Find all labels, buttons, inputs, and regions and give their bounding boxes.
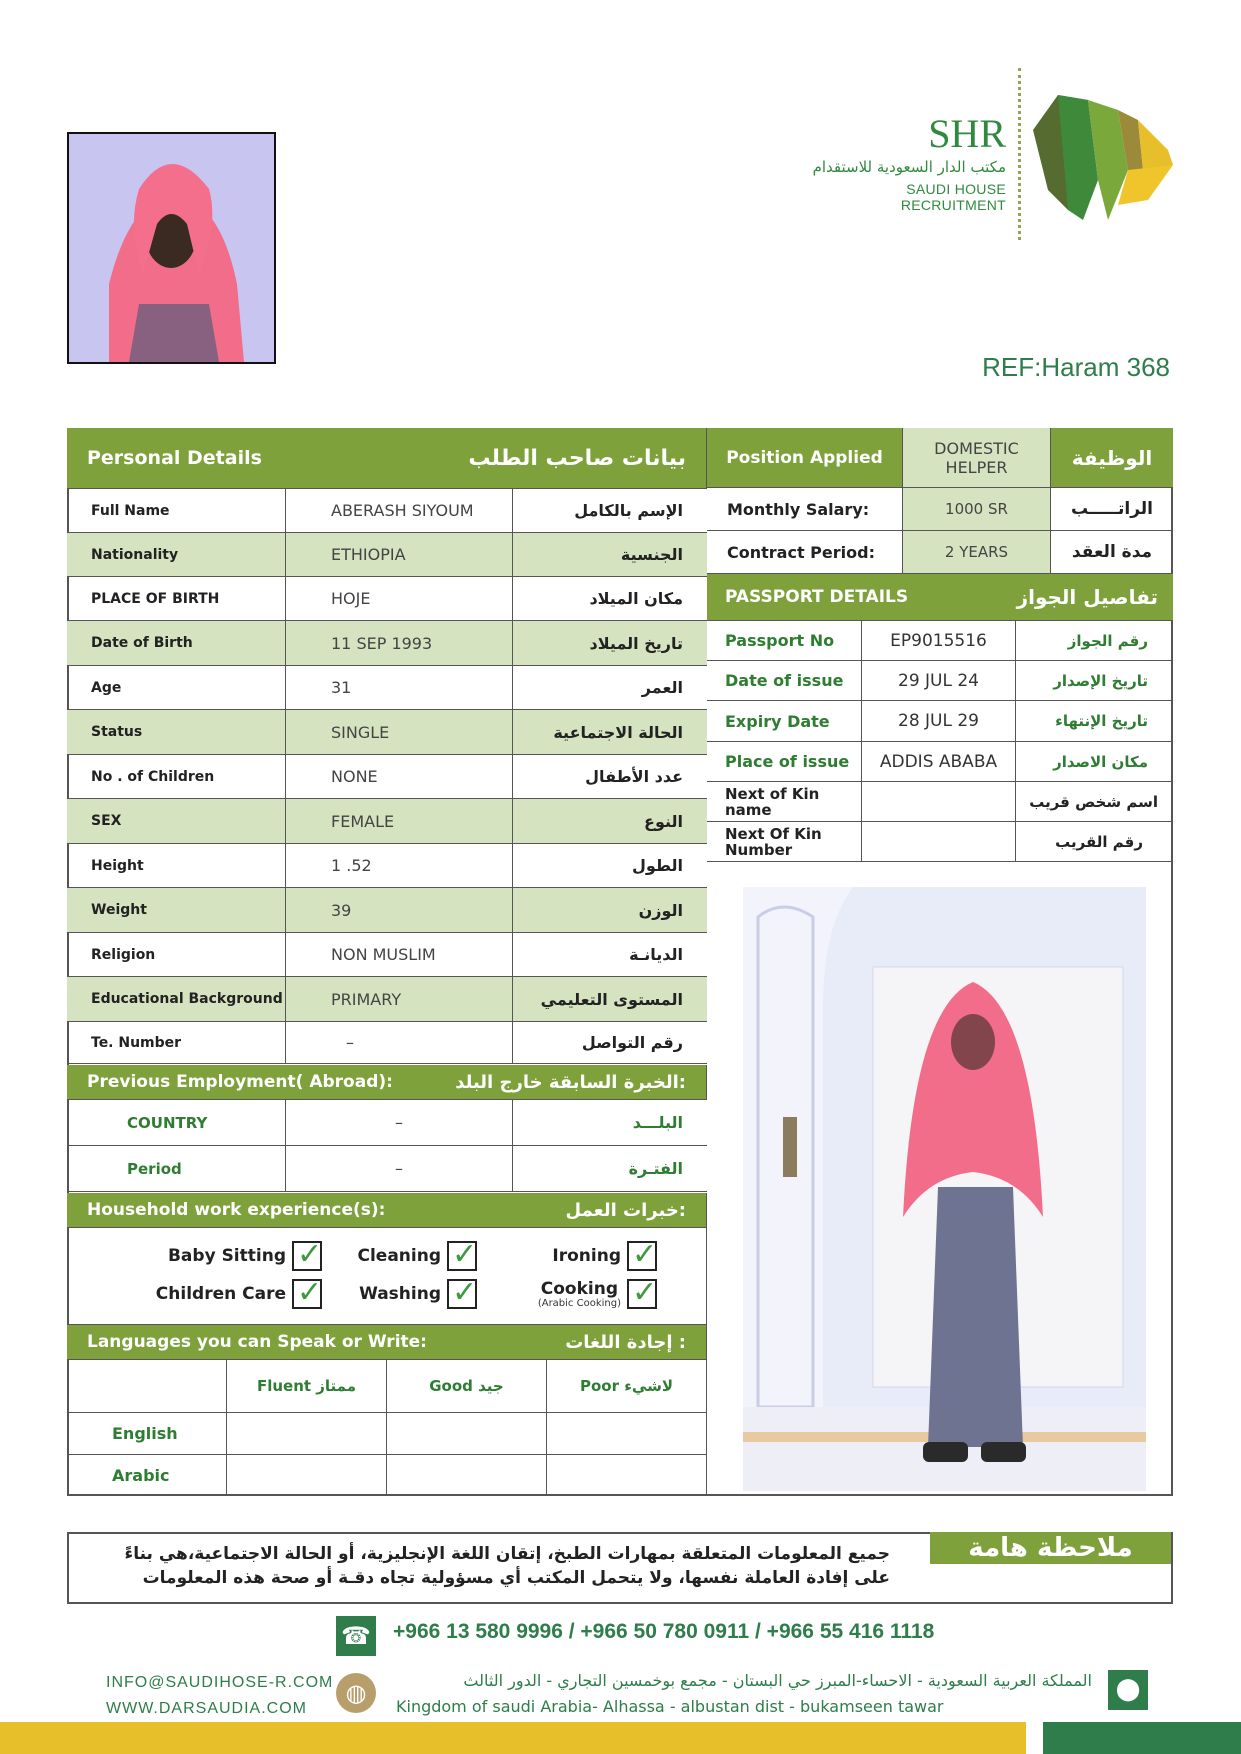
office-address bbox=[396, 1668, 1092, 1720]
passport-row-label: Passport No bbox=[707, 621, 862, 660]
passport-row-value: EP9015516 bbox=[862, 621, 1016, 660]
table-row bbox=[67, 533, 707, 577]
contract-value: 2 YEARS bbox=[903, 531, 1051, 573]
row-label: Height bbox=[67, 844, 286, 887]
row-label-ar: الجنسية bbox=[620, 545, 683, 564]
skill-label: Ironing bbox=[552, 1246, 621, 1266]
languages-title-ar: إجادة اللغات : bbox=[565, 1331, 686, 1353]
note-line: على إفادة العاملة نفسها، ولا يتحمل المكتب أي مسؤولية تجاه دقـة أو صحة هذه المعلومات bbox=[142, 1568, 890, 1588]
saudi-map-logo-icon bbox=[1028, 90, 1178, 229]
personal-details-title-ar: بيانات صاحب الطلب bbox=[468, 445, 686, 471]
table-row bbox=[67, 755, 707, 799]
passport-row-value: ADDIS ABABA bbox=[862, 742, 1016, 781]
skill-label: Cooking bbox=[540, 1278, 619, 1299]
household-title-ar: خبرات العمل: bbox=[565, 1199, 686, 1221]
table-row bbox=[67, 621, 707, 666]
passport-row-label-ar: مكان الاصدار bbox=[1053, 752, 1148, 771]
skill-item bbox=[267, 1279, 477, 1309]
skill-label: Children Care bbox=[155, 1284, 286, 1304]
languages-title: Languages you can Speak or Write: bbox=[87, 1332, 427, 1352]
personal-details-header bbox=[67, 428, 707, 488]
table-row bbox=[707, 742, 1173, 782]
skill-item bbox=[447, 1241, 657, 1271]
language-name: English bbox=[67, 1413, 227, 1454]
row-label-ar: المستوى التعليمي bbox=[540, 989, 683, 1009]
personal-details-title: Personal Details bbox=[87, 447, 262, 469]
household-skills bbox=[67, 1228, 707, 1325]
logo-name-english: SAUDI HOUSE RECRUITMENT bbox=[900, 181, 1006, 213]
note-line: جميع المعلومات المتعلقة بمهارات الطبخ، إتقان اللغة الإنجليزية، أو الحالة الاجتماعية،هي بناءً bbox=[124, 1544, 890, 1564]
logo-divider bbox=[1018, 68, 1021, 240]
row-value: NONE bbox=[286, 755, 513, 798]
passport-row-label: Expiry Date bbox=[707, 701, 862, 741]
address-arabic: المملكة العربية السعودية - الاحساء-المبرز حي البستان - مجمع بوخمسين التجاري - الدور الثالث bbox=[463, 1671, 1092, 1690]
table-row bbox=[67, 1022, 707, 1064]
table-row bbox=[67, 844, 707, 888]
passport-row-label-ar: اسم شخص قريب bbox=[1029, 792, 1158, 811]
passport-row-label-ar: تاريخ الإصدار bbox=[1053, 671, 1148, 690]
previous-employment-header bbox=[67, 1065, 707, 1100]
row-label-ar: رقم التواصل bbox=[581, 1033, 683, 1052]
household-header bbox=[67, 1193, 707, 1228]
row-value: – bbox=[286, 1022, 513, 1063]
row-label-ar: الفتـرة bbox=[628, 1159, 683, 1178]
table-row bbox=[707, 822, 1173, 862]
column-header: Poor لاشيء bbox=[580, 1377, 673, 1395]
row-label-ar: عدد الأطفال bbox=[585, 767, 683, 786]
row-value: 11 SEP 1993 bbox=[286, 621, 513, 665]
location-pin-icon: ⬤ bbox=[1108, 1670, 1148, 1710]
rating-cell[interactable] bbox=[227, 1413, 387, 1454]
table-row bbox=[67, 489, 707, 533]
logo-name-arabic: مكتب الدار السعودية للاستقدام bbox=[812, 158, 1006, 176]
table-row bbox=[67, 933, 707, 977]
skill-label: Washing bbox=[359, 1284, 441, 1304]
table-row bbox=[67, 1360, 706, 1413]
table-row bbox=[67, 1455, 706, 1496]
applicant-portrait-photo bbox=[67, 132, 276, 364]
email-link[interactable]: INFO@SAUDIHOSE-R.COM bbox=[106, 1674, 334, 1691]
table-row bbox=[67, 799, 707, 844]
row-label-ar: الوزن bbox=[638, 900, 683, 920]
previous-employment-title-ar: الخبرة السابقة خارج البلد: bbox=[455, 1071, 686, 1093]
row-value: – bbox=[286, 1100, 513, 1145]
skill-item bbox=[447, 1279, 657, 1309]
passport-row-value bbox=[862, 822, 1016, 861]
table-row bbox=[707, 661, 1173, 701]
row-label: PLACE OF BIRTH bbox=[67, 577, 286, 620]
row-label-ar: مكان الميلاد bbox=[589, 589, 683, 608]
row-label: Date of Birth bbox=[67, 621, 286, 665]
salary-value: 1000 SR bbox=[903, 488, 1051, 530]
row-label: Weight bbox=[67, 888, 286, 932]
row-label: Period bbox=[67, 1146, 286, 1191]
checkbox-checked[interactable] bbox=[627, 1241, 657, 1271]
row-value: 31 bbox=[286, 666, 513, 709]
passport-title-ar: تفاصيل الجواز bbox=[1016, 585, 1158, 609]
reference-number: REF:Haram 368 bbox=[982, 352, 1170, 382]
skill-label: Baby Sitting bbox=[167, 1246, 286, 1266]
passport-row-label: Date of issue bbox=[707, 661, 862, 700]
contract-label: Contract Period: bbox=[707, 531, 903, 573]
row-value: NON MUSLIM bbox=[286, 933, 513, 976]
rating-cell[interactable] bbox=[387, 1455, 547, 1496]
rating-cell[interactable] bbox=[547, 1413, 706, 1454]
checkbox-checked[interactable] bbox=[627, 1279, 657, 1309]
row-value: HOJE bbox=[286, 577, 513, 620]
rating-cell[interactable] bbox=[227, 1455, 387, 1496]
table-row bbox=[67, 888, 707, 933]
address-english: Kingdom of saudi Arabia- Alhassa - albustan dist - bukamseen tawar bbox=[396, 1697, 944, 1716]
table-row bbox=[67, 577, 707, 621]
row-label: Full Name bbox=[67, 489, 286, 532]
rating-cell[interactable] bbox=[547, 1455, 706, 1496]
row-label-ar: الإسم بالكامل bbox=[574, 501, 683, 520]
previous-employment-title: Previous Employment( Abroad): bbox=[87, 1072, 393, 1092]
column-header: Fluent ممتاز bbox=[227, 1360, 387, 1412]
footer-bar-yellow bbox=[0, 1722, 1026, 1754]
row-label: Religion bbox=[67, 933, 286, 976]
passport-row-label: Next Of Kin Number bbox=[707, 822, 862, 861]
passport-row-label-ar: تاريخ الإنتهاء bbox=[1055, 712, 1148, 730]
website-link[interactable]: WWW.DARSAUDIA.COM bbox=[106, 1700, 307, 1717]
passport-row-value: 28 JUL 29 bbox=[862, 701, 1016, 741]
skill-item bbox=[267, 1241, 477, 1271]
personal-details-table bbox=[67, 488, 707, 1064]
table-row bbox=[67, 977, 707, 1022]
footer-bar-green bbox=[1043, 1722, 1241, 1754]
empty-cell bbox=[67, 1360, 227, 1412]
position-value: DOMESTIC HELPER bbox=[903, 428, 1051, 487]
row-label: COUNTRY bbox=[67, 1100, 286, 1145]
row-label-ar: النوع bbox=[644, 811, 683, 831]
row-label: No . of Children bbox=[67, 755, 286, 798]
table-row bbox=[67, 1146, 707, 1192]
row-value: 39 bbox=[286, 888, 513, 932]
row-value: 1 .52 bbox=[286, 844, 513, 887]
row-label: Nationality bbox=[67, 533, 286, 576]
row-label: Te. Number bbox=[67, 1022, 286, 1063]
phone-numbers[interactable]: +966 13 580 9996 / +966 50 780 0911 / +966 55 416 1118 bbox=[393, 1620, 935, 1643]
row-label-ar: الطول bbox=[632, 856, 683, 875]
row-label: SEX bbox=[67, 799, 286, 843]
table-row bbox=[67, 1100, 707, 1146]
important-note-text bbox=[90, 1542, 890, 1590]
row-value: ETHIOPIA bbox=[286, 533, 513, 576]
applicant-full-body-photo bbox=[743, 887, 1146, 1491]
salary-label: Monthly Salary: bbox=[707, 488, 903, 530]
contract-label-ar: مدة العقد bbox=[1071, 542, 1153, 562]
row-label-ar: البلـــد bbox=[632, 1113, 683, 1132]
salary-label-ar: الراتـــــب bbox=[1070, 499, 1154, 519]
contact-links bbox=[106, 1670, 333, 1722]
table-row bbox=[707, 488, 1173, 531]
table-row bbox=[707, 531, 1173, 574]
column-header: Good جيد bbox=[387, 1360, 547, 1412]
row-value: PRIMARY bbox=[286, 977, 513, 1021]
row-label-ar: العمر bbox=[641, 678, 683, 697]
row-label-ar: تاريخ الميلاد bbox=[589, 633, 683, 653]
previous-employment-table bbox=[67, 1100, 707, 1192]
skill-sublabel: (Arabic Cooking) bbox=[537, 1297, 621, 1309]
row-value: – bbox=[286, 1146, 513, 1191]
passport-header bbox=[707, 574, 1173, 621]
row-label: Status bbox=[67, 710, 286, 754]
row-label-ar: الحالة الاجتماعية bbox=[553, 722, 683, 742]
table-row bbox=[707, 428, 1173, 488]
row-value: FEMALE bbox=[286, 799, 513, 843]
passport-row-label-ar: رقم الجواز bbox=[1067, 631, 1148, 650]
table-row bbox=[67, 1413, 706, 1455]
row-label: Age bbox=[67, 666, 286, 709]
languages-table bbox=[67, 1360, 707, 1496]
table-row bbox=[67, 666, 707, 710]
passport-row-value bbox=[862, 782, 1016, 821]
passport-row-label: Next of Kin name bbox=[707, 782, 862, 821]
table-row bbox=[707, 621, 1173, 661]
row-value: ABERASH SIYOUM bbox=[286, 489, 513, 532]
position-label: Position Applied bbox=[707, 428, 903, 487]
table-row bbox=[707, 782, 1173, 822]
row-label: Educational Background bbox=[67, 977, 286, 1021]
household-title: Household work experience(s): bbox=[87, 1200, 386, 1220]
passport-row-value: 29 JUL 24 bbox=[862, 661, 1016, 700]
passport-row-label: Place of issue bbox=[707, 742, 862, 781]
row-label-ar: الديانـة bbox=[629, 945, 683, 964]
passport-title: PASSPORT DETAILS bbox=[725, 587, 909, 607]
globe-icon: ◍ bbox=[336, 1673, 376, 1713]
rating-cell[interactable] bbox=[387, 1413, 547, 1454]
logo-monogram: SHR bbox=[928, 111, 1006, 156]
phone-icon: ☎ bbox=[336, 1616, 376, 1656]
job-details bbox=[707, 428, 1173, 862]
row-value: SINGLE bbox=[286, 710, 513, 754]
skill-label: Cleaning bbox=[357, 1246, 441, 1266]
table-row bbox=[707, 701, 1173, 742]
important-note-title: ملاحظة هامة bbox=[930, 1532, 1171, 1564]
table-row bbox=[67, 710, 707, 755]
passport-row-label-ar: رقم القريب bbox=[1055, 832, 1143, 851]
languages-header bbox=[67, 1325, 707, 1360]
language-name: Arabic bbox=[67, 1455, 227, 1496]
position-label-ar: الوظيفة bbox=[1051, 428, 1173, 487]
